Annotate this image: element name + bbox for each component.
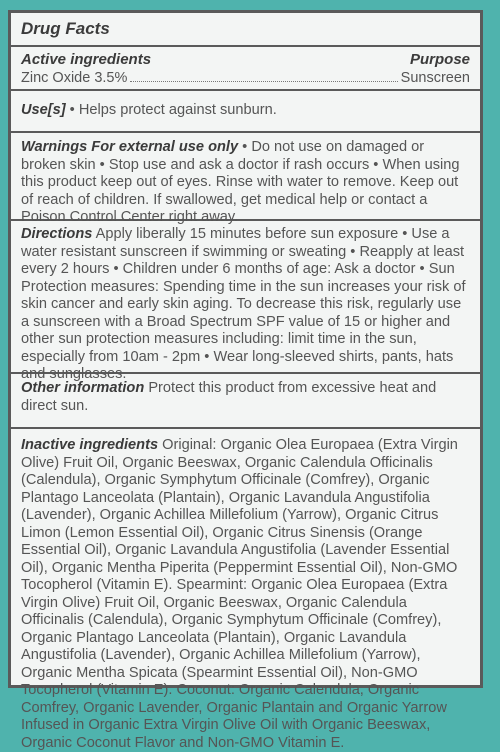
active-purpose: Sunscreen <box>400 70 470 86</box>
warnings-section <box>11 133 480 225</box>
uses-section <box>11 91 480 133</box>
other-info-text: Protect this product from excessive heat and direct sun. <box>21 380 437 414</box>
warnings-text: • Do not use on damaged or broken skin • Stop use and ask a doctor if rash occurs • When using this product keep out of eyes. Rinse with water to remove. Keep out of reach of children. If swallowed, get medical help or contact a Poison Control Center right away. <box>21 139 460 225</box>
uses-label: Use[s] <box>21 102 66 119</box>
uses-text: • Helps protect against sunburn. <box>69 102 277 119</box>
dot-leader <box>130 81 397 82</box>
inactive-ingredients-label: Inactive ingredients <box>21 437 159 453</box>
directions-section <box>11 221 480 382</box>
drug-facts-panel <box>8 10 483 751</box>
directions-label: Directions <box>21 226 93 242</box>
active-ingredients-header: Active ingredients <box>21 51 152 68</box>
directions-text: Apply liberally 15 minutes before sun exposure • Use a water resistant sunscreen if swimming or sweating • Reapply at least every 2 hours • Children under 6 months of age: Ask a doctor • Sun Protection measures: Spending time in the sun increases your risk of skin cancer and early skin aging. To decrease this risk, regularly use a sunscreen with a Broad Spectrum SPF value of 15 or higher and other sun protection measures including: limit time in the sun, especially from 10am - 2pm • Wear long-sleeved shirts, pants, hats and sunglasses. <box>21 226 466 382</box>
inactive-ingredients-text: Original: Organic Olea Europaea (Extra Virgin Olive) Fruit Oil, Organic Beeswax, Organic Calendula Officinalis (Calendula), Organic Symphytum Officinale (Comfrey), Organic Plantago Lanceolata (Plantain), Organic Lavandula Angustifolia (Lavender), Organic Achillea Millefolium (Yarrow), Organic Citrus Limon (Lemon Essential Oil), Organic Citrus Sinensis (Orange Essential Oil), Organic Lavandula Angustifolia (Lavender Essential Oil), Organic Mentha Piperita (Peppermint Essential Oil), Non-GMO Tocopherol (Vitamin E). Spearmint: Organic Olea Europaea (Extra Virgin Olive) Fruit Oil, Organic Beeswax, Organic Calendula Officinalis (Calendula), Organic Symphytum Officinale (Comfrey), Organic Plantago Lanceolata (Plantain), Organic Lavandula Angustifolia (Lavender), Organic Achillea Millefolium (Yarrow), Organic Mentha Spicata (Spearmint Essential Oil), Non-GMO Tocopherol (Vitamin E). Coconut: Organic Calendula, Organic Comfrey, Organic Lavender, Organic Plantain and Organic Yarrow Infused in Organic Extra Virgin Olive Oil with Organic Beeswax, Organic Coconut Flavor and Non-GMO Vitamin E. <box>21 437 458 751</box>
page-title: Drug Facts <box>21 19 110 38</box>
purpose-header: Purpose <box>409 51 470 68</box>
other-info-label: Other information <box>21 380 145 396</box>
active-ingredient: Zinc Oxide 3.5% <box>21 70 128 86</box>
inactive-ingredients-section <box>11 429 480 752</box>
warnings-label: Warnings <box>21 139 88 155</box>
active-ingredients-section <box>11 47 480 91</box>
title-section <box>11 13 480 47</box>
warnings-external-label: For external use only <box>91 139 239 155</box>
other-info-section <box>11 374 480 429</box>
